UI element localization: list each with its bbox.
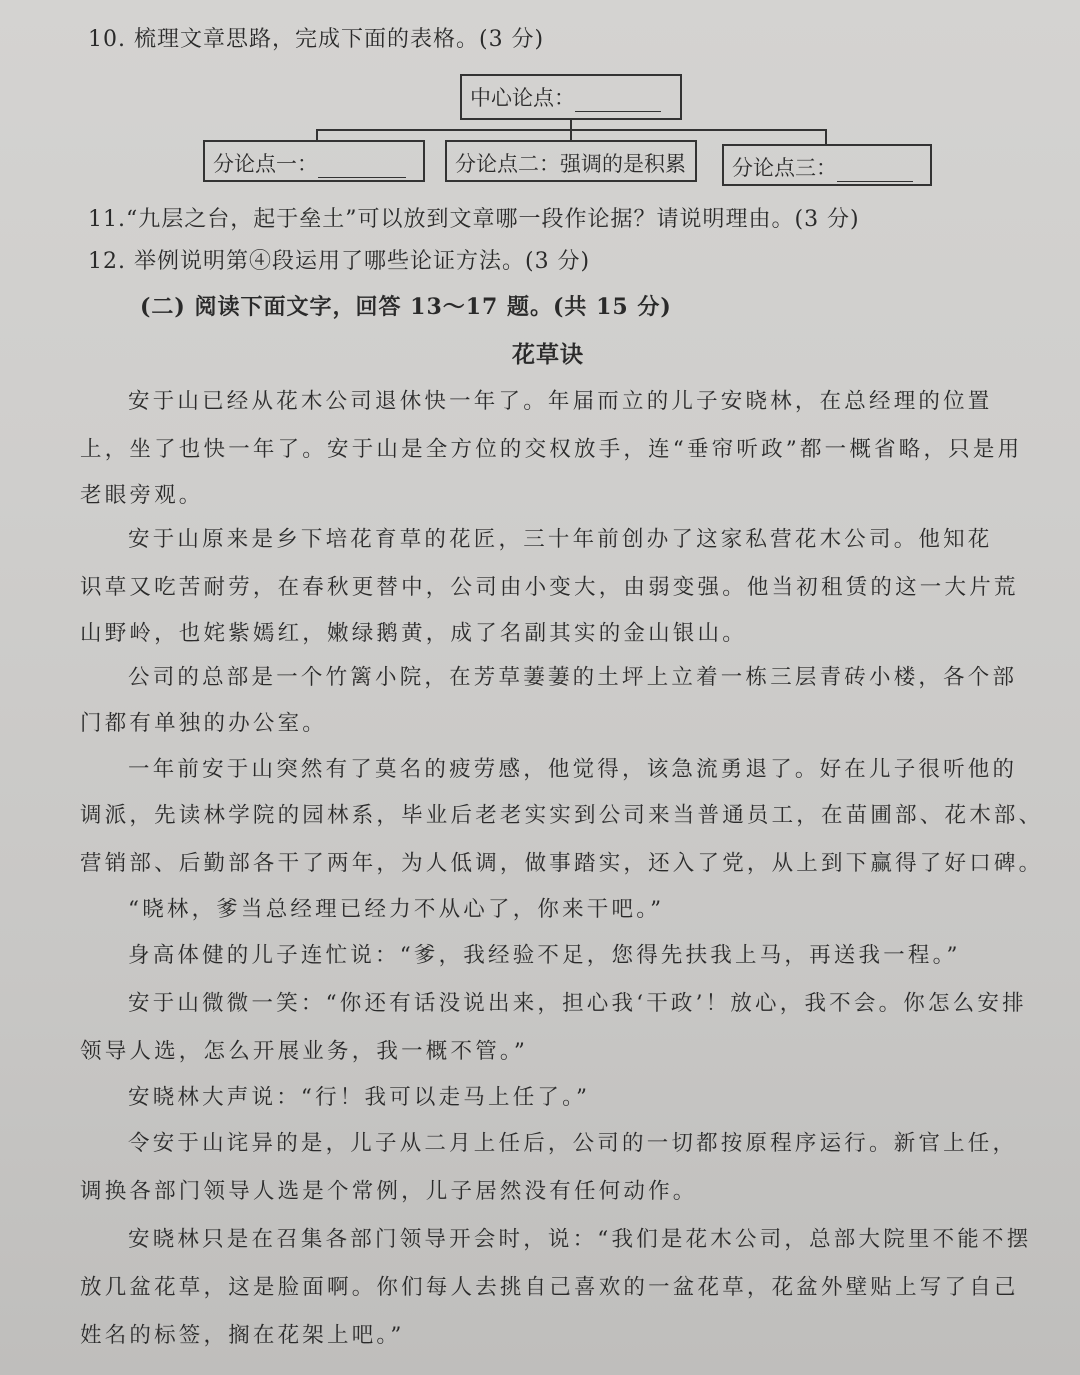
text-line: 老眼旁观。 [80, 483, 204, 508]
question-10: 10. 梳理文章思路，完成下面的表格。(3 分) [88, 27, 545, 52]
text-line: 安晓林只是在召集各部门领导开会时，说：“我们是花木公司，总部大院里不能不摆 [128, 1227, 1032, 1252]
sub-point-3-blank[interactable] [837, 159, 913, 182]
story-title: 花草诀 [512, 341, 584, 368]
text-line: 门都有单独的办公室。 [80, 711, 328, 736]
text-line: 公司的总部是一个竹篱小院，在芳草萋萋的土坪上立着一栋三层青砖小楼，各个部 [128, 665, 1018, 690]
section-heading: (二) 阅读下面文字，回答 13～17 题。(共 15 分) [140, 294, 672, 320]
text-line: 一年前安于山突然有了莫名的疲劳感，他觉得，该急流勇退了。好在儿子很听他的 [128, 757, 1018, 782]
text-line: 令安于山诧异的是，儿子从二月上任后，公司的一切都按原程序运行。新官上任， [128, 1131, 1018, 1156]
center-thesis-label: 中心论点： [470, 86, 575, 110]
text-line: 调派，先读林学院的园林系，毕业后老老实实到公司来当普通员工，在苗圃部、花木部、 [80, 803, 1044, 828]
text-line: 安于山微微一笑：“你还有话没说出来，担心我‘干政’！放心，我不会。你怎么安排 [128, 991, 1027, 1016]
connector-right [825, 129, 827, 145]
question-11: 11.“九层之台，起于垒土”可以放到文章哪一段作论据？请说明理由。(3 分) [88, 207, 860, 232]
text-line: 安于山已经从花木公司退休快一年了。年届而立的儿子安晓林，在总经理的位置 [128, 389, 993, 414]
text-line: 领导人选，怎么开展业务，我一概不管。” [80, 1039, 529, 1064]
sub-point-1-label: 分论点一： [213, 152, 318, 176]
sub-point-2-box [445, 140, 697, 182]
text-line: 识草又吃苦耐劳，在春秋更替中，公司由小变大，由弱变强。他当初租赁的这一大片荒 [80, 575, 1019, 600]
text-line: 上，坐了也快一年了。安于山是全方位的交权放手，连“垂帘听政”都一概省略，只是用 [80, 437, 1023, 462]
center-thesis-blank[interactable] [575, 89, 661, 112]
text-line: 身高体健的儿子连忙说：“爹，我经验不足，您得先扶我上马，再送我一程。” [128, 943, 961, 968]
text-line: 调换各部门领导人选是个常例，儿子居然没有任何动作。 [80, 1179, 698, 1204]
text-line: 营销部、后勤部各干了两年，为人低调，做事踏实，还入了党，从上到下赢得了好口碑。 [80, 851, 1044, 876]
center-thesis-box [460, 74, 682, 120]
text-line: 姓名的标签，搁在花架上吧。” [80, 1323, 405, 1348]
text-line: 安晓林大声说：“行！我可以走马上任了。” [128, 1085, 591, 1110]
text-line: “晓林，爹当总经理已经力不从心了，你来干吧。” [128, 897, 665, 922]
text-line: 山野岭，也姹紫嫣红，嫩绿鹅黄，成了名副其实的金山银山。 [80, 621, 747, 646]
question-12: 12. 举例说明第④段运用了哪些论证方法。(3 分) [88, 249, 591, 274]
text-line: 放几盆花草，这是脸面啊。你们每人去挑自己喜欢的一盆花草，花盆外壁贴上写了自己 [80, 1275, 1019, 1300]
sub-point-1-blank[interactable] [318, 155, 406, 178]
sub-point-2-label: 分论点二：强调的是积累 [455, 152, 686, 176]
sub-point-3-label: 分论点三： [732, 156, 837, 180]
sub-point-3-box [722, 144, 932, 186]
text-line: 安于山原来是乡下培花育草的花匠，三十年前创办了这家私营花木公司。他知花 [128, 527, 993, 552]
sub-point-1-box [203, 140, 425, 182]
